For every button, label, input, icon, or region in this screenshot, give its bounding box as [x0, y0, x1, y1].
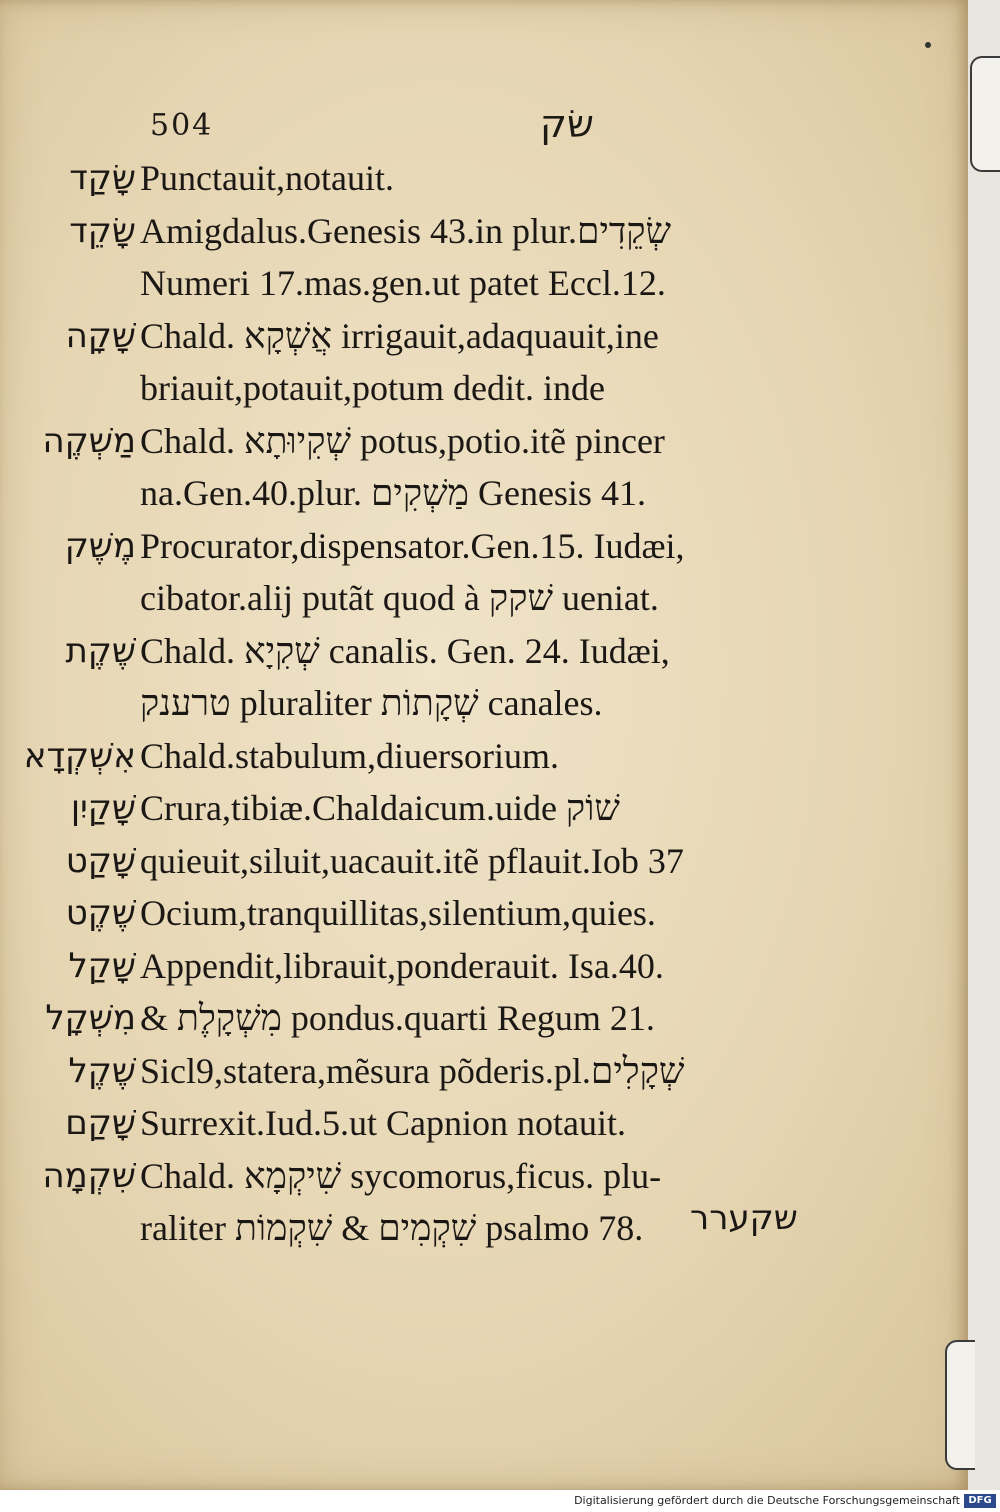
entry-gloss: טרענק pluraliter שְׁקָתוֹת canales. — [140, 683, 603, 723]
page-number: 504 — [150, 108, 214, 143]
entry-line — [0, 938, 968, 994]
entry-line — [0, 150, 968, 206]
footer-credit: Digitalisierung gefördert durch die Deutsche Forschungsgemeinschaft — [574, 1494, 960, 1507]
catchword: שקערר — [690, 1198, 798, 1238]
headword-hebrew: מִשְׁקָל — [45, 998, 136, 1038]
entry-gloss: Procurator,dispensator.Gen.15. Iudæi, — [140, 525, 685, 566]
headword-hebrew: שָׁקַיִן — [70, 788, 136, 828]
headword-hebrew: מַשְׁקֶה — [42, 420, 136, 461]
headword-hebrew: אִשְׁקְדָא — [23, 735, 136, 776]
headword-hebrew: שֶׁקֶל — [68, 1050, 136, 1091]
headword-hebrew: שָׁקָה — [65, 315, 136, 356]
entry-line — [0, 570, 968, 626]
entry-gloss: & מִשְׁקָלֶת pondus.quarti Regum 21. — [140, 998, 655, 1038]
entry-gloss: Crura,tibiæ.Chaldaicum.uide שׁוֹק — [140, 788, 620, 828]
page-clip-top — [970, 56, 1000, 172]
entry-gloss: cibator.alij putãt quod à שׁקק ueniat. — [140, 578, 659, 618]
entry-line — [0, 360, 968, 416]
entry-line — [0, 255, 968, 311]
page-clip-bottom — [945, 1340, 975, 1470]
entry-line — [0, 675, 968, 731]
digitization-footer — [0, 1490, 1000, 1512]
entry-line — [0, 833, 968, 889]
running-head: שׂק — [540, 102, 594, 146]
entry-gloss: Punctauit,notauit. — [140, 158, 394, 198]
headword-hebrew: שָׂקַד — [69, 158, 136, 198]
headword-hebrew: שָׁקַם — [65, 1103, 136, 1143]
entry-gloss: Chald. שְׁקִיָא canalis. Gen. 24. Iudæi, — [140, 630, 670, 671]
entry-line — [0, 885, 968, 941]
headword-hebrew: שָׁקַט — [65, 840, 136, 881]
entry-line — [0, 465, 968, 521]
dfg-logo: DFG — [964, 1494, 996, 1508]
entry-gloss: Chald. שִׁיקְמָא sycomorus,ficus. plu- — [140, 1155, 662, 1196]
entry-gloss: Chald. שְׁקִיוּתָא potus,potio.itẽ pincer — [140, 420, 665, 461]
scan-mark — [925, 42, 931, 48]
entry-gloss: briauit,potauit,potum dedit. inde — [140, 368, 605, 408]
entry-gloss: Surrexit.Iud.5.ut Capnion notauit. — [140, 1103, 626, 1143]
entry-line — [0, 780, 968, 836]
entry-gloss: Chald.stabulum,diuersorium. — [140, 735, 559, 776]
entry-gloss: Numeri 17.mas.gen.ut patet Eccl.12. — [140, 263, 666, 303]
headword-hebrew: שֶׁקֶט — [65, 893, 136, 933]
entry-gloss: na.Gen.40.plur. מַשְׁקִים Genesis 41. — [140, 473, 646, 513]
entry-line — [0, 1148, 968, 1204]
entry-line — [0, 413, 968, 469]
headword-hebrew: שָׁקַל — [68, 945, 136, 986]
entry-gloss: Appendit,librauit,ponderauit. Isa.40. — [140, 945, 664, 986]
entry-gloss: raliter שִׁקְמִים & שִׁקְמוֹת psalmo 78. — [140, 1208, 644, 1248]
entry-line — [0, 1043, 968, 1099]
headword-hebrew: שָׂקֵד — [69, 210, 136, 251]
headword-hebrew: שִׁקְמָה — [42, 1155, 136, 1196]
entry-gloss: Ocium,tranquillitas,silentium,quies. — [140, 893, 656, 933]
scan-edge — [968, 0, 1000, 1490]
entry-gloss: quieuit,siluit,uacauit.itẽ pflauit.Iob 37 — [140, 840, 684, 881]
headword-hebrew: מֶשֶׁק — [64, 525, 136, 566]
entry-gloss: Sicl9,statera,mẽsura põderis.pl.שְׁקָלִים — [140, 1050, 685, 1091]
entry-line — [0, 990, 968, 1046]
entry-line — [0, 308, 968, 364]
entry-line — [0, 623, 968, 679]
entry-gloss: Amigdalus.Genesis 43.in plur.שְׂקֵדִים — [140, 210, 671, 251]
entry-line — [0, 1200, 968, 1256]
entry-line — [0, 518, 968, 574]
entry-line — [0, 728, 968, 784]
headword-hebrew: שֶׁקֶת — [65, 630, 136, 671]
entry-line — [0, 1095, 968, 1151]
entry-gloss: Chald. אֲשְׁקָא irrigauit,adaquauit,ine — [140, 315, 659, 356]
entry-line — [0, 203, 968, 259]
